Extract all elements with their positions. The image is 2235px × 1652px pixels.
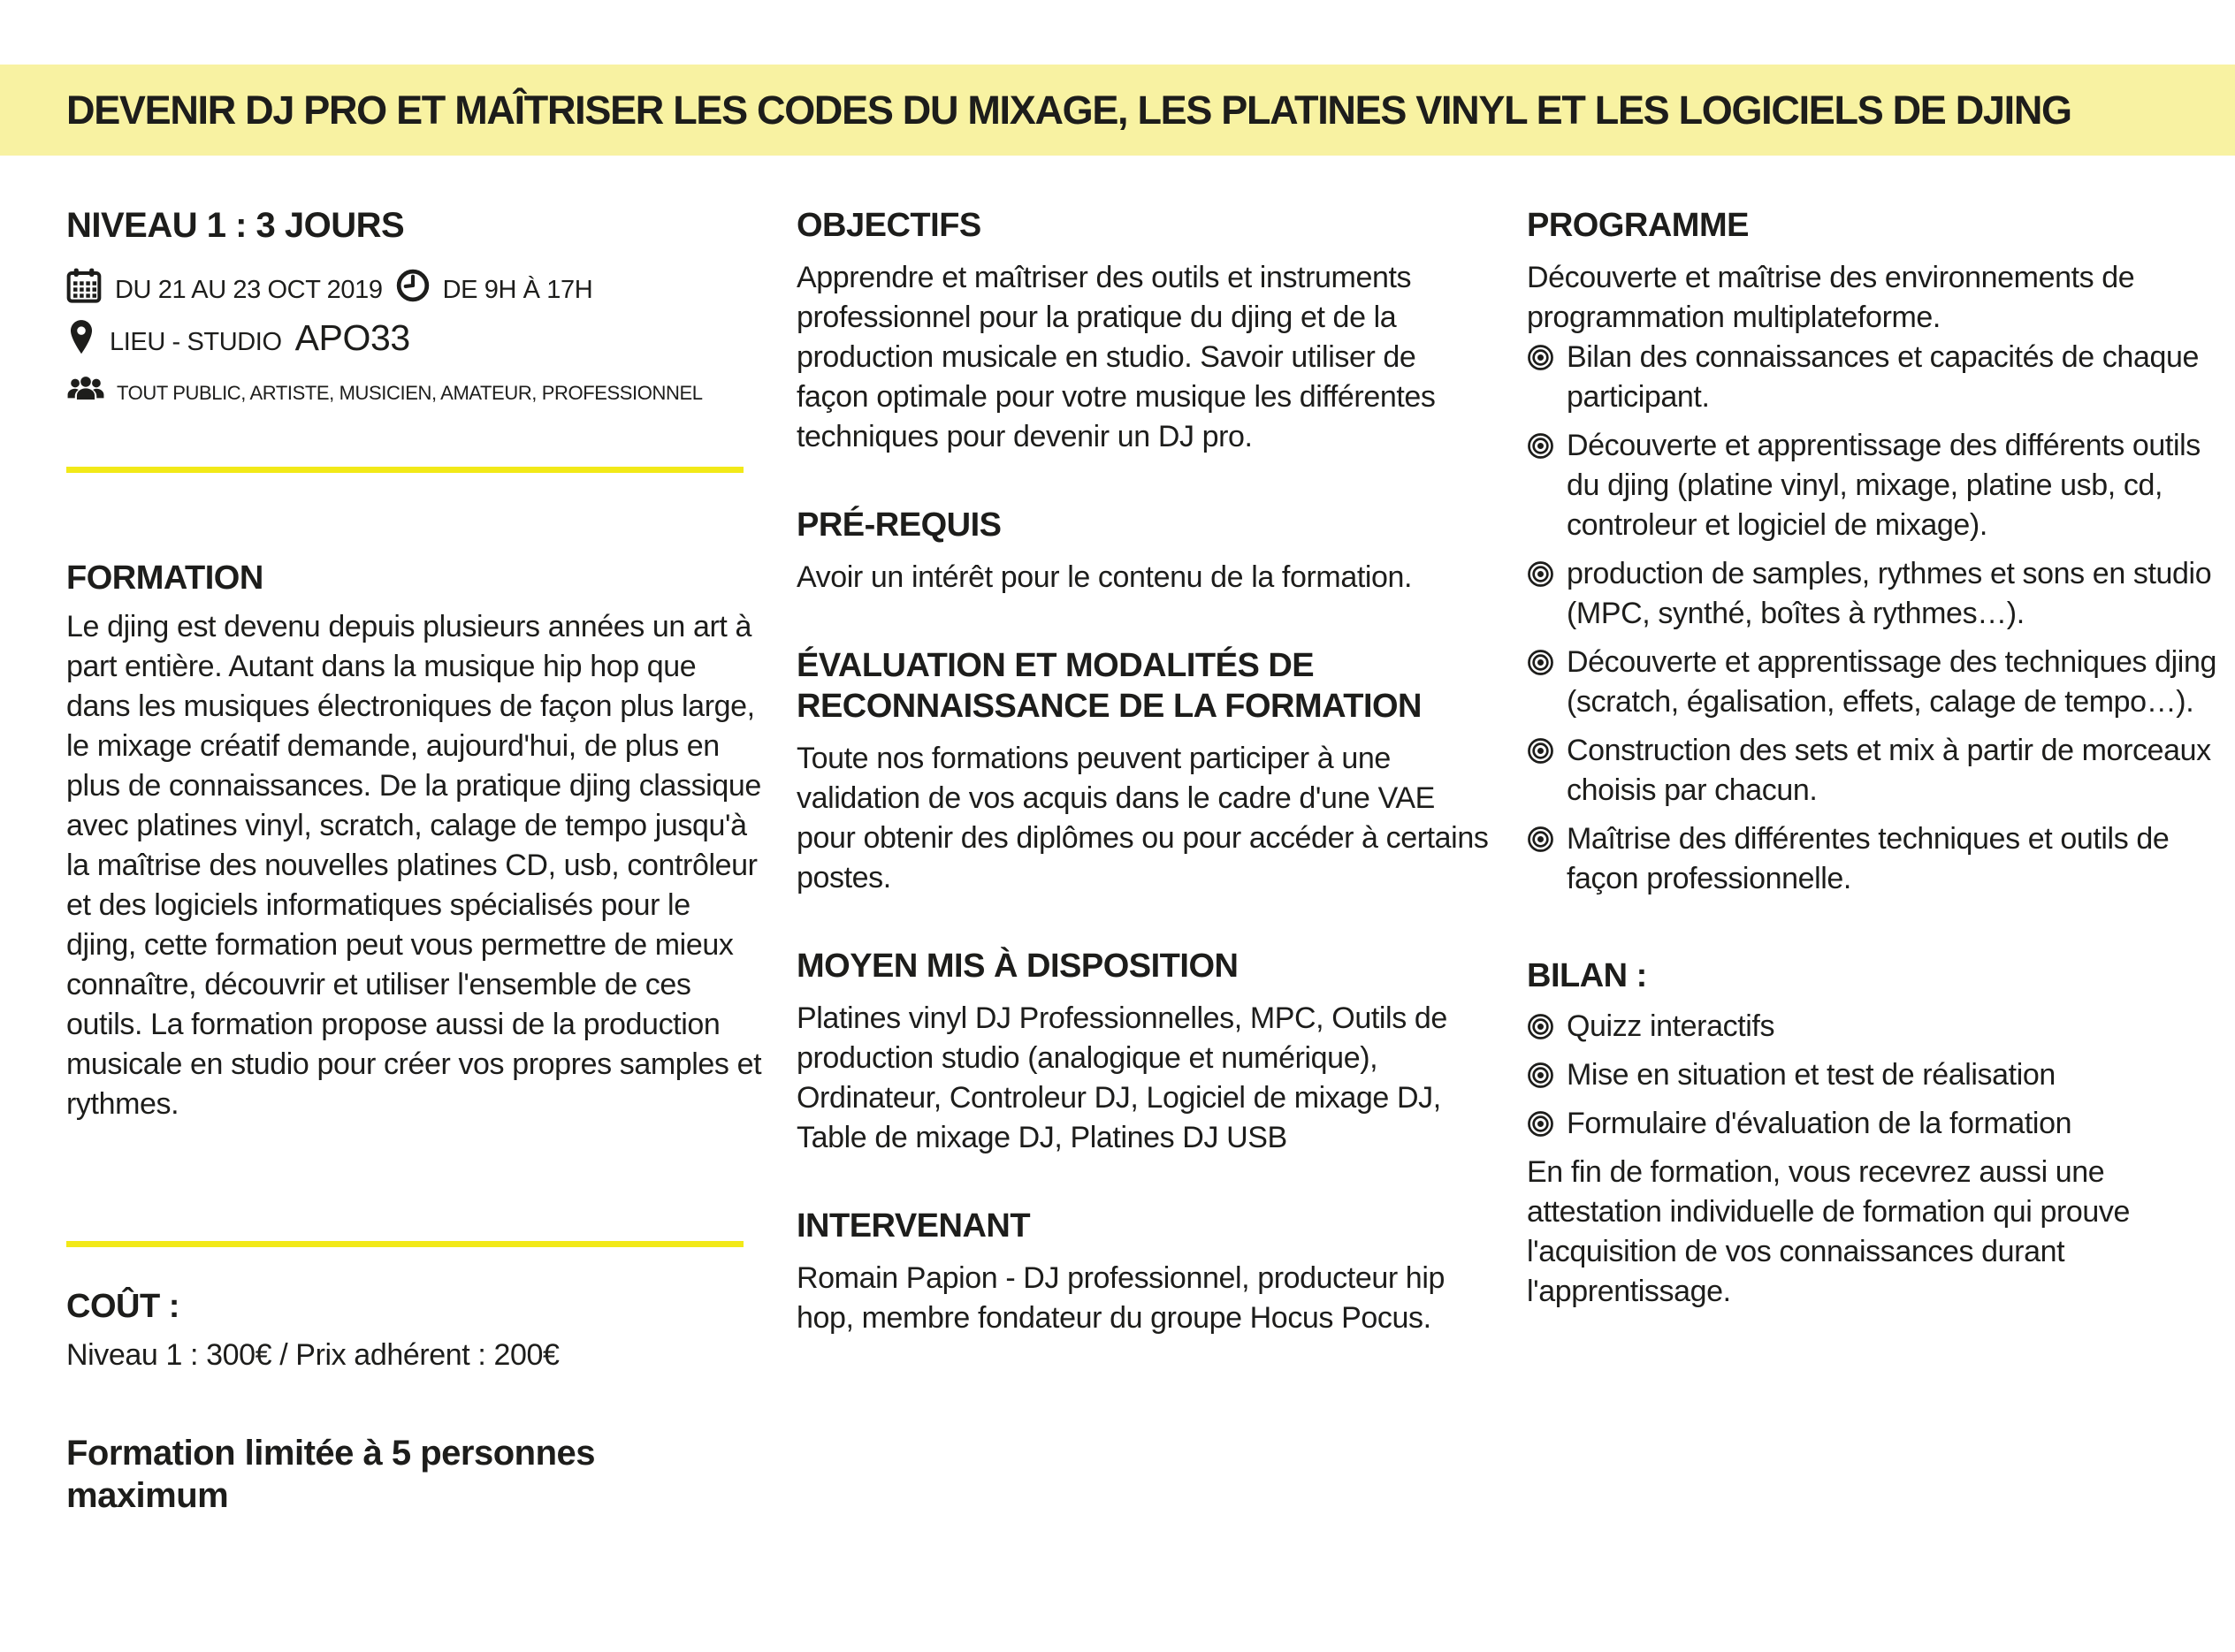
list-item	[1527, 1007, 2216, 1047]
level-heading: NIVEAU 1 : 3 JOURS	[66, 206, 405, 245]
location-prefix: LIEU - STUDIO	[110, 317, 282, 358]
list-item	[1527, 819, 2216, 899]
content-columns	[0, 156, 2235, 1517]
section-prerequis	[797, 505, 1495, 598]
target-bullet-icon	[1527, 1007, 1554, 1040]
moyens-heading: MOYEN MIS À DISPOSITION	[797, 948, 1239, 985]
target-bullet-icon	[1527, 1104, 1554, 1138]
target-bullet-icon	[1527, 1055, 1554, 1089]
time-text: DE 9H À 17H	[442, 265, 593, 306]
column-middle	[797, 205, 1495, 1338]
evaluation-heading: ÉVALUATION ET MODALITÉS DE RECONNAISSANCE DE LA FORMATION	[797, 647, 1422, 725]
audience-line	[66, 369, 765, 410]
prerequis-text: Avoir un intérêt pour le contenu de la formation.	[797, 560, 1413, 594]
target-bullet-icon	[1527, 819, 1554, 853]
intervenant-heading: INTERVENANT	[797, 1207, 1031, 1245]
closing-text: En fin de formation, vous recevrez aussi une attestation individuelle de formation qui prouve l'acquisition de vos connaissances durant l'apprentissage.	[1527, 1155, 2131, 1308]
list-item	[1527, 1104, 2216, 1144]
section-objectifs	[797, 205, 1495, 457]
title-banner	[0, 65, 2235, 156]
programme-intro: Découverte et maîtrise des environnements de programmation multiplateforme.	[1527, 261, 2135, 334]
column-right	[1527, 205, 2216, 1312]
list-item-text: production de samples, rythmes et sons en studio (MPC, synthé, boîtes à rythmes…).	[1567, 557, 2212, 630]
programme-heading: PROGRAMME	[1527, 207, 1749, 244]
clock-icon	[396, 269, 430, 302]
objectifs-heading: OBJECTIFS	[797, 207, 981, 244]
target-bullet-icon	[1527, 731, 1554, 765]
section-evaluation	[797, 645, 1495, 898]
separator-line-top	[66, 467, 744, 473]
cost-text: Niveau 1 : 300€ / Prix adhérent : 200€	[66, 1338, 560, 1372]
section-intervenant	[797, 1206, 1495, 1338]
list-item-text: Quizz interactifs	[1567, 1009, 1775, 1043]
limit-text: Formation limitée à 5 personnes maximum	[66, 1434, 595, 1515]
list-item	[1527, 731, 2216, 811]
list-item	[1527, 554, 2216, 634]
objectifs-text: Apprendre et maîtriser des outils et instruments professionnel pour la pratique du djing et de la production musicale en studio. Savoir utiliser de façon optimale pour votre musique les différentes techniques pour devenir un DJ pro.	[797, 261, 1436, 453]
list-item	[1527, 426, 2216, 545]
programme-list	[1527, 338, 2216, 899]
list-item-text: Maîtrise des différentes techniques et outils de façon professionnelle.	[1567, 822, 2170, 895]
formation-text: Le djing est devenu depuis plusieurs années un art à part entière. Autant dans la musique hip hop que dans les musiques électroniques de façon plus large, le mixage créatif demande, aujourd'hui, de plus en plus de connaissances. De la pratique djing classique avec platines vinyl, scratch, calage de tempo jusqu'à la maîtrise des nouvelles platines CD, usb, contrôleur et des logiciels informatiques spécialisés pour le djing, cette formation peut vous permettre de mieux connaître, découvrir et utiliser l'ensemble de ces outils. La formation propose aussi de la production musicale en studio pour créer vos propres samples et rythmes.	[66, 610, 762, 1121]
location-pin-icon	[66, 319, 96, 356]
list-item-text: Mise en situation et test de réalisation	[1567, 1058, 2056, 1092]
bilan-list	[1527, 1007, 2216, 1144]
column-left	[66, 205, 765, 1517]
audience-text: TOUT PUBLIC, ARTISTE, MUSICIEN, AMATEUR, PROFESSIONNEL	[117, 374, 703, 406]
separator-line-bottom	[66, 1241, 744, 1247]
list-item-text: Découverte et apprentissage des techniques djing (scratch, égalisation, effets, calage de tempo…).	[1567, 645, 2216, 719]
evaluation-text: Toute nos formations peuvent participer à une validation de vos acquis dans le cadre d'une VAE pour obtenir des diplômes ou pour accéder à certains postes.	[797, 742, 1489, 895]
list-item-text: Découverte et apprentissage des différents outils du djing (platine vinyl, mixage, platine usb, cd, controleur et logiciel de mixage).	[1567, 429, 2201, 542]
location-value: APO33	[294, 317, 410, 358]
list-item	[1527, 338, 2216, 417]
date-line	[66, 265, 765, 306]
formation-heading: FORMATION	[66, 560, 263, 597]
list-item-text: Formulaire d'évaluation de la formation	[1567, 1107, 2072, 1140]
intervenant-text: Romain Papion - DJ professionnel, producteur hip hop, membre fondateur du groupe Hocus Pocus.	[797, 1261, 1445, 1335]
page-title: DEVENIR DJ PRO ET MAÎTRISER LES CODES DU MIXAGE, LES PLATINES VINYL ET LES LOGICIELS DE DJING	[66, 87, 2071, 133]
section-moyens	[797, 946, 1495, 1158]
list-item	[1527, 1055, 2216, 1095]
moyens-text: Platines vinyl DJ Professionnelles, MPC, Outils de production studio (analogique et numérique), Ordinateur, Controleur DJ, Logiciel de mixage DJ, Table de mixage DJ, Platines DJ USB	[797, 1001, 1447, 1154]
location-line	[66, 317, 765, 358]
list-item-text: Bilan des connaissances et capacités de chaque participant.	[1567, 340, 2199, 414]
list-item-text: Construction des sets et mix à partir de morceaux choisis par chacun.	[1567, 734, 2211, 807]
date-text: DU 21 AU 23 OCT 2019	[115, 265, 383, 306]
cost-heading: COÛT :	[66, 1288, 179, 1325]
target-bullet-icon	[1527, 643, 1554, 676]
target-bullet-icon	[1527, 338, 1554, 371]
list-item	[1527, 643, 2216, 722]
prerequis-heading: PRÉ-REQUIS	[797, 506, 1002, 544]
users-icon	[66, 375, 105, 405]
target-bullet-icon	[1527, 554, 1554, 588]
calendar-icon	[66, 268, 102, 303]
bilan-heading: BILAN :	[1527, 957, 1647, 994]
target-bullet-icon	[1527, 426, 1554, 460]
